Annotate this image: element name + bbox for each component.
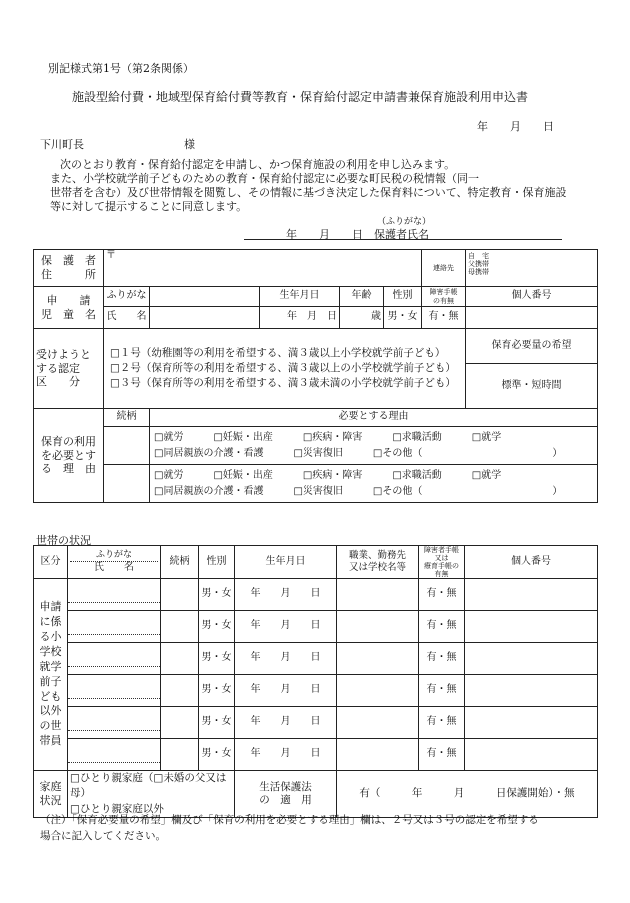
sama-label: 様	[184, 138, 195, 151]
member-work-field[interactable]	[337, 579, 419, 611]
guardian-address-label: 保 護 者 住 所	[34, 250, 104, 287]
member-relation-field[interactable]	[161, 611, 199, 643]
member-handbook[interactable]: 有・無	[419, 611, 465, 643]
welfare-label: 生活保護法 の 適 用	[235, 771, 337, 818]
col-handbook: 障害者手帳又は 療育手帳の有無	[419, 546, 465, 579]
application-table	[33, 249, 598, 503]
family-status-options[interactable]: □ひとり親家庭（□未婚の父又は母） □ひとり親家庭以外	[68, 771, 235, 818]
need-label: 保育必要量の希望	[466, 329, 598, 364]
sex-field[interactable]: 男・女	[384, 307, 422, 329]
household-table	[33, 545, 598, 818]
member-birth[interactable]: 年 月 日	[235, 579, 337, 611]
col-relation: 続柄	[161, 546, 199, 579]
child-name-field[interactable]	[150, 307, 260, 329]
member-birth[interactable]: 年 月 日	[235, 739, 337, 771]
handbook-field[interactable]: 有・無	[422, 307, 466, 329]
member-birth[interactable]: 年 月 日	[235, 675, 337, 707]
furigana-caption: （ふりがな）	[377, 217, 432, 227]
col-name: ふりがな 氏 名	[68, 546, 161, 579]
age-field[interactable]: 歳	[340, 307, 384, 329]
member-name-field[interactable]	[68, 675, 161, 707]
member-work-field[interactable]	[337, 675, 419, 707]
age-label: 年齢	[340, 287, 384, 307]
certification-options[interactable]	[104, 329, 466, 409]
signature-underline	[244, 239, 562, 240]
contact-phones-field[interactable]: 自 宅 父携帯 母携帯	[466, 250, 598, 287]
intro-line-2: また、小学校就学前子どものための教育・保育給付認定に必要な町民税の税情報（同一	[50, 172, 479, 185]
member-name-field[interactable]	[68, 739, 161, 771]
birth-label: 生年月日	[260, 287, 340, 307]
member-handbook[interactable]: 有・無	[419, 643, 465, 675]
member-relation-field[interactable]	[161, 643, 199, 675]
member-sex[interactable]: 男・女	[199, 707, 235, 739]
member-mynumber-field[interactable]	[465, 675, 598, 707]
member-work-field[interactable]	[337, 739, 419, 771]
member-sex[interactable]: 男・女	[199, 675, 235, 707]
handbook-label: 障害手帳 の有無	[422, 287, 466, 307]
member-handbook[interactable]: 有・無	[419, 675, 465, 707]
member-name-field[interactable]	[68, 611, 161, 643]
col-work: 職業、勤務先 又は学校名等	[337, 546, 419, 579]
col-kubun: 区分	[34, 546, 68, 579]
note-line-1: （注）「保育必要量の希望」欄及び「保育の利用を必要とする理由」欄は、２号又は３号の認定を希望する	[40, 814, 539, 826]
member-mynumber-field[interactable]	[465, 611, 598, 643]
member-handbook[interactable]: 有・無	[419, 739, 465, 771]
mynumber-field[interactable]	[466, 307, 598, 329]
reason-needed-header: 必要とする理由	[150, 409, 598, 427]
member-handbook[interactable]: 有・無	[419, 707, 465, 739]
form-number: 別記様式第1号（第2条関係）	[48, 62, 194, 75]
col-sex: 性別	[199, 546, 235, 579]
family-status-label: 家庭 状況	[34, 771, 68, 818]
col-mynumber: 個人番号	[465, 546, 598, 579]
member-name-field[interactable]	[68, 643, 161, 675]
intro-line-4: 等に対して提示することに同意します。	[50, 200, 248, 213]
member-sex[interactable]: 男・女	[199, 611, 235, 643]
reason-relation-header: 続柄	[104, 409, 150, 427]
member-sex[interactable]: 男・女	[199, 579, 235, 611]
need-value[interactable]: 標準・短時間	[466, 364, 598, 409]
member-relation-field[interactable]	[161, 739, 199, 771]
sex-label: 性別	[384, 287, 422, 307]
member-mynumber-field[interactable]	[465, 643, 598, 675]
intro-line-1: 次のとおり教育・保育給付認定を申請し、かつ保育施設の利用を申し込みます。	[60, 158, 456, 171]
member-work-field[interactable]	[337, 611, 419, 643]
member-work-field[interactable]	[337, 643, 419, 675]
child-furigana-field[interactable]	[150, 287, 260, 307]
member-relation-field[interactable]	[161, 675, 199, 707]
child-name-label-inner: 氏 名	[104, 307, 150, 329]
mynumber-label: 個人番号	[466, 287, 598, 307]
reason-relation-1[interactable]	[104, 427, 150, 465]
col-birth: 生年月日	[235, 546, 337, 579]
cert-option-3[interactable]: □３号（保育所等の利用を希望する、満３歳未満の小学校就学前子ども）	[110, 377, 456, 390]
member-birth[interactable]: 年 月 日	[235, 611, 337, 643]
household-side-label: 申請 に係 る小 学校 就学 前子 ども 以外 の世 帯員	[34, 579, 68, 771]
welfare-value[interactable]: 有（ 年 月 日保護開始）・無	[337, 771, 598, 818]
household-title: 世帯の状況	[36, 534, 91, 547]
member-mynumber-field[interactable]	[465, 707, 598, 739]
form-title: 施設型給付費・地域型保育給付費等教育・保育給付認定申請書兼保育施設利用申込書	[72, 90, 529, 104]
cert-option-1[interactable]: □１号（幼稚園等の利用を希望する、満３歳以上小学校就学前子ども）	[110, 346, 446, 359]
cert-option-2[interactable]: □２号（保育所等の利用を希望する、満３歳以上の小学校就学前子ども）	[110, 361, 456, 374]
member-birth[interactable]: 年 月 日	[235, 643, 337, 675]
reason-relation-2[interactable]	[104, 465, 150, 503]
child-furigana-label: ふりがな	[104, 287, 150, 307]
contact-label: 連絡先	[422, 250, 466, 287]
member-name-field[interactable]	[68, 579, 161, 611]
member-name-field[interactable]	[68, 707, 161, 739]
note-line-2: 場合に記入してください。	[40, 830, 166, 842]
guardian-sign-line: 年 月 日 保護者氏名	[286, 228, 429, 241]
member-sex[interactable]: 男・女	[199, 643, 235, 675]
member-mynumber-field[interactable]	[465, 739, 598, 771]
member-work-field[interactable]	[337, 707, 419, 739]
member-birth[interactable]: 年 月 日	[235, 707, 337, 739]
child-name-label: 申 請 児 童 名	[34, 287, 104, 329]
member-mynumber-field[interactable]	[465, 579, 598, 611]
date-line: 年 月 日	[477, 120, 554, 133]
member-handbook[interactable]: 有・無	[419, 579, 465, 611]
member-relation-field[interactable]	[161, 579, 199, 611]
member-relation-field[interactable]	[161, 707, 199, 739]
birth-field[interactable]: 年 月 日	[260, 307, 340, 329]
addressee: 下川町長	[40, 138, 84, 151]
reason-options-1[interactable]: □就労 □妊娠・出産 □疾病・障害 □求職活動 □就学 □同居親族の介護・看護 □災害復旧 □その他（ ）	[150, 427, 598, 465]
guardian-address-field[interactable]: 〒	[104, 250, 422, 287]
intro-line-3: 世帯者を含む）及び世帯情報を閲覧し、その情報に基づき決定した保育料について、特定教育・保育施設	[50, 186, 567, 199]
certification-label: 受けようと する認定 区 分	[34, 329, 104, 409]
member-sex[interactable]: 男・女	[199, 739, 235, 771]
reason-label: 保育の利用 を必要とす る 理 由	[34, 409, 104, 503]
reason-options-2[interactable]: □就労 □妊娠・出産 □疾病・障害 □求職活動 □就学 □同居親族の介護・看護 □災害復旧 □その他（ ）	[150, 465, 598, 503]
